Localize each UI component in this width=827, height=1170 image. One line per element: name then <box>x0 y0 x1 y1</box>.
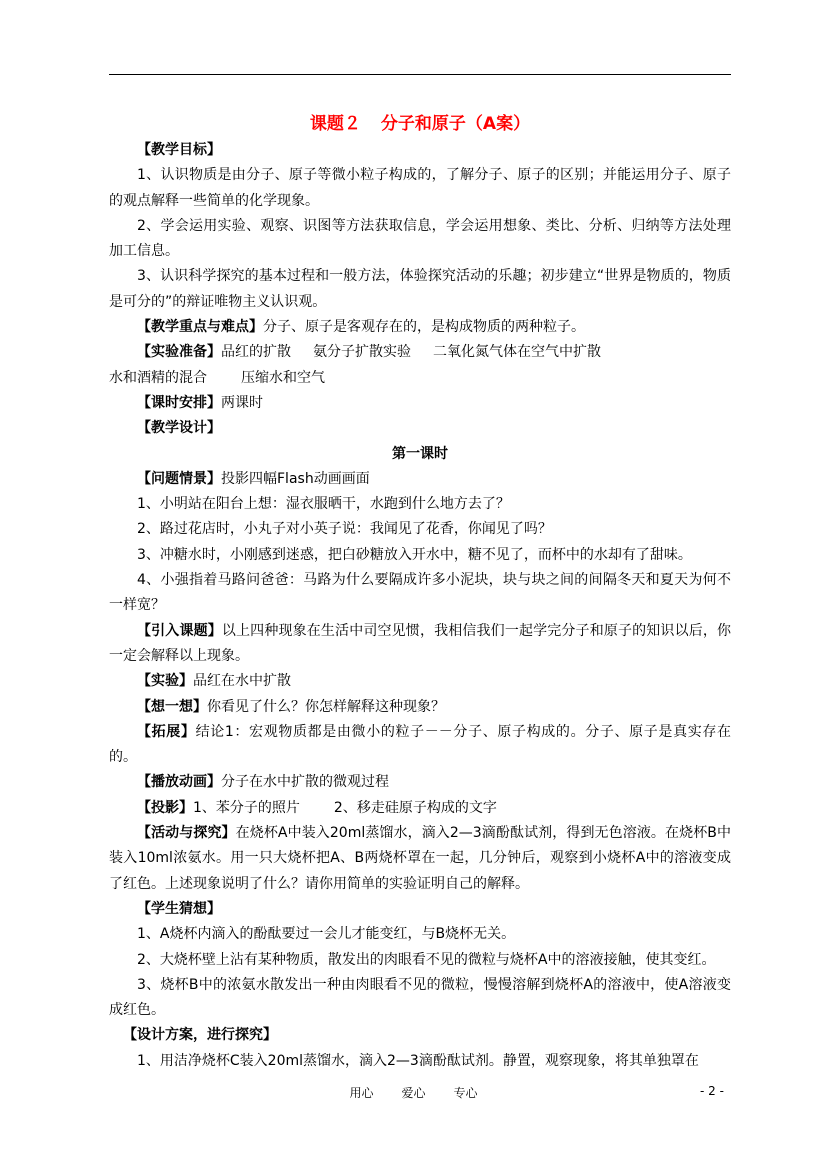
paragraph-text: 你看见了什么？你怎样解释这种现象？ <box>207 698 445 715</box>
paragraph: 1、小明站在阳台上想：湿衣服晒干，水跑到什么地方去了？ <box>137 496 510 513</box>
paragraph: 1、用洁净烧杯C装入20ml蒸馏水，滴入2—3滴酚酞试剂。静置，观察现象，将其单独罩在 <box>137 1052 699 1069</box>
paragraph: 3、烧杯B中的浓氨水散发出一种由肉眼看不见的微粒，慢慢溶解到烧杯A的溶液中，使A溶液变成红色。 <box>109 976 731 1019</box>
paragraph-text: 二氧化氮气体在空气中扩散 <box>433 344 601 361</box>
title-lesson-number: 课题２ <box>309 114 361 134</box>
paragraph <box>109 720 731 771</box>
paragraph <box>109 897 731 922</box>
paragraph <box>109 695 731 720</box>
paragraph: 1、认识物质是由分子、原子等微小粒子构成的，了解分子、原子的区别；并能运用分子、原子的观点解释一些简单的化学现象。 <box>109 167 731 209</box>
footer-word: 用心 <box>349 1086 374 1100</box>
footer-word: 专心 <box>453 1086 478 1100</box>
paragraph <box>109 619 731 670</box>
paragraph-text: 氨分子扩散实验 <box>313 344 411 361</box>
paragraph-text: 以上四种现象在生活中司空见惯，我相信我们一起学完分子和原子的知识以后，你一定会解释以上现象。 <box>109 622 732 664</box>
footer-word: 爱心 <box>401 1086 426 1100</box>
header-rule <box>109 74 731 75</box>
page-title <box>109 112 731 136</box>
paragraph <box>109 669 731 694</box>
section-heading: 【设计方案，进行探究】 <box>123 1027 277 1044</box>
page-footer <box>0 1084 827 1104</box>
lesson-title: 第一课时 <box>392 445 448 462</box>
paragraph <box>109 416 731 441</box>
section-heading: 【教学设计】 <box>137 420 221 437</box>
paragraph-text: 两课时 <box>221 394 263 411</box>
paragraph: 2、学会运用实验、观察、识图等方法获取信息，学会运用想象、类比、分析、归纳等方法处理加工信息。 <box>109 217 731 260</box>
paragraph <box>109 340 731 365</box>
paragraph <box>109 821 731 897</box>
section-heading: 【课时安排】 <box>137 394 221 411</box>
paragraph <box>109 315 731 340</box>
paragraph-text: 品红的扩散 <box>221 344 291 361</box>
paragraph: 3、冲糖水时，小刚感到迷惑，把白砂糖放入开水中，糖不见了，而杯中的水却有了甜味。 <box>137 546 692 563</box>
paragraph-text: 分子、原子是客观存在的，是构成物质的两种粒子。 <box>263 319 585 336</box>
paragraph: 2、大烧杯壁上沾有某种物质，散发出的肉眼看不见的微粒与烧杯A中的溶液接触，使其变红。 <box>137 951 716 968</box>
section-heading: 【问题情景】 <box>137 470 221 487</box>
section-heading: 【实验】 <box>137 673 193 690</box>
paragraph: 4、小强指着马路问爸爸：马路为什么要隔成许多小泥块，块与块之间的间隔冬天和夏天为何不一样宽？ <box>109 572 731 614</box>
paragraph-text: 品红在水中扩散 <box>193 673 291 690</box>
section-heading: 【想一想】 <box>137 698 207 715</box>
page-number: - 2 - <box>700 1084 724 1098</box>
section-heading: 【学生猜想】 <box>137 900 221 917</box>
paragraph <box>109 138 731 163</box>
paragraph-text: 2、移走硅原子构成的文字 <box>333 799 497 816</box>
paragraph: 2、路过花店时，小丸子对小英子说：我闻见了花香，你闻见了吗？ <box>137 521 552 538</box>
section-heading: 【拓展】 <box>137 723 196 740</box>
section-heading: 【投影】 <box>137 799 193 816</box>
paragraph <box>109 467 731 492</box>
section-heading: 【教学目标】 <box>137 142 221 158</box>
paragraph-text: 水和酒精的混合 <box>109 369 207 386</box>
section-heading: 【教学重点与难点】 <box>137 319 263 336</box>
section-heading: 【活动与探究】 <box>137 825 236 842</box>
paragraph: 1、A烧杯内滴入的酚酞要过一会儿才能变红，与B烧杯无关。 <box>137 926 516 943</box>
paragraph-text: 投影四幅Flash动画画面 <box>221 470 370 487</box>
section-heading: 【实验准备】 <box>137 344 221 361</box>
paragraph-text: 压缩水和空气 <box>241 369 325 386</box>
section-heading: 【引入课题】 <box>137 622 222 639</box>
paragraph <box>109 770 731 795</box>
paragraph <box>109 796 731 821</box>
paragraph <box>109 366 731 391</box>
paragraph <box>109 391 731 416</box>
section-heading: 【播放动画】 <box>137 774 221 791</box>
document-body <box>109 138 731 1074</box>
paragraph-text: 结论1：宏观物质都是由微小的粒子－－分子、原子构成的。分子、原子是真实存在的。 <box>109 723 732 766</box>
paragraph <box>109 1023 731 1048</box>
paragraph: 3、认识科学探究的基本过程和一般方法，体验探究活动的乐趣；初步建立“世界是物质的，物质是可分的”的辩证唯物主义认识观。 <box>109 268 731 310</box>
paragraph-text: 分子在水中扩散的微观过程 <box>221 774 389 791</box>
paragraph-text: 在烧杯A中装入20ml蒸馏水，滴入2—3滴酚酞试剂，得到无色溶液。在烧杯B中装入10ml浓氨水。用一只大烧杯把A、B两烧杯罩在一起，几分钟后，观察到小烧杯A中的溶液变成了红色。上述现象说明了什么？请你用简单的实验证明自己的解释。 <box>109 825 731 892</box>
title-lesson-name: 分子和原子（A案） <box>380 114 531 134</box>
paragraph-text: 1、苯分子的照片 <box>193 799 300 816</box>
